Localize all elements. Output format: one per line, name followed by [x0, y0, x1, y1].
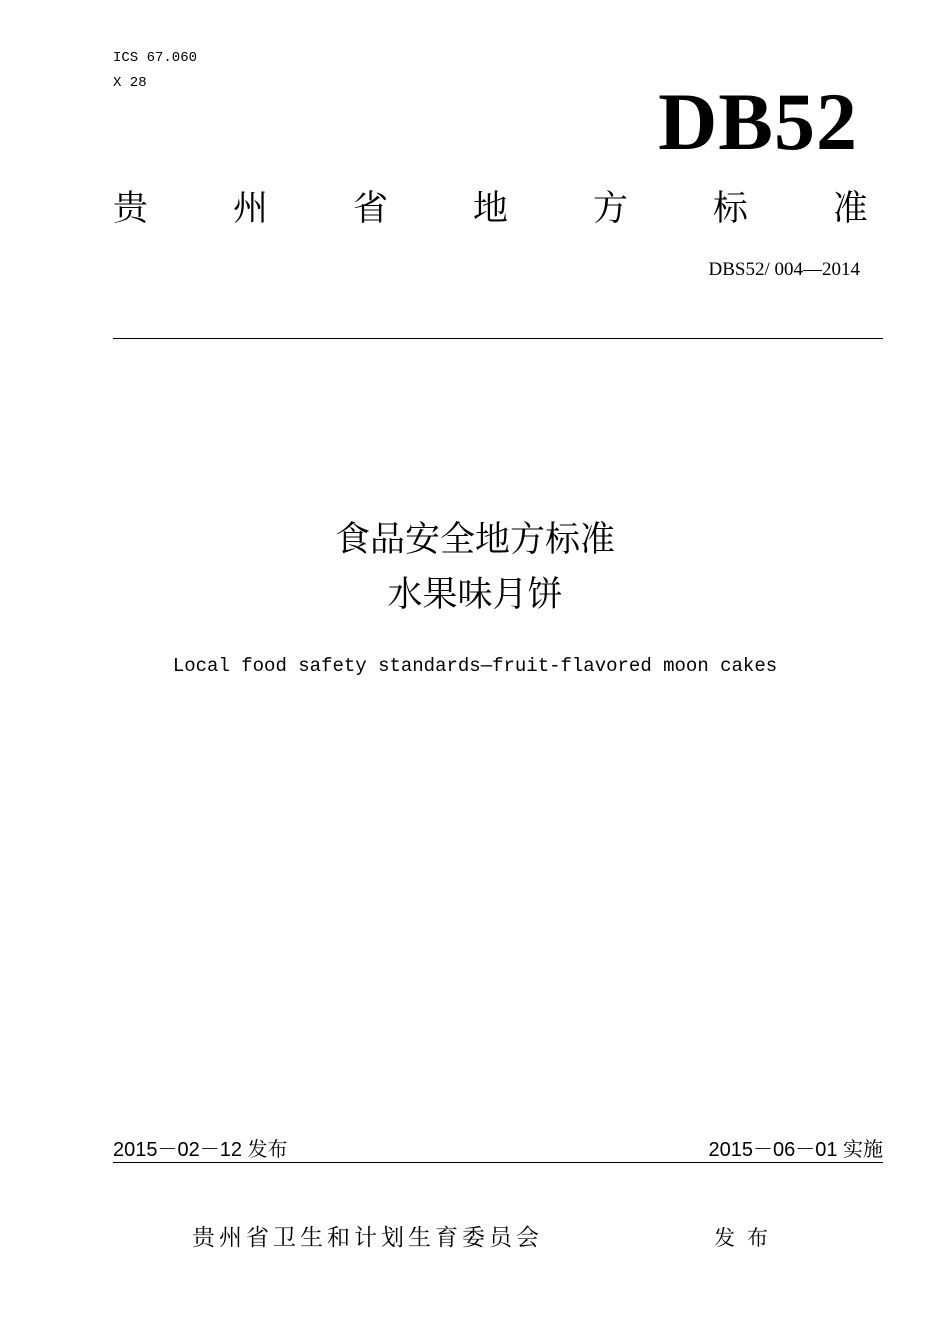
top-divider — [113, 338, 883, 339]
standard-type-char: 标 — [712, 189, 748, 229]
issue-label: 发布 — [714, 1226, 780, 1250]
standard-type-char: 准 — [832, 189, 868, 229]
issuing-authority: 贵州省卫生和计划生育委员会 — [192, 1225, 543, 1251]
standard-number: DBS52/ 004—2014 — [708, 259, 860, 280]
standard-type-char: 州 — [232, 189, 268, 229]
standard-type-heading — [113, 184, 868, 234]
title-english: Local food safety standards—fruit-flavored moon cakes — [172, 655, 778, 677]
standard-type-char: 地 — [472, 189, 508, 229]
title-chinese-line-1: 食品安全地方标准 — [334, 520, 615, 560]
bottom-divider — [113, 1162, 883, 1163]
ccs-code: X 28 — [113, 75, 147, 91]
standard-type-char: 省 — [352, 189, 388, 229]
standard-type-char: 贵 — [113, 189, 149, 229]
standard-code-mark: DB52 — [658, 76, 858, 167]
ics-code: ICS 67.060 — [113, 50, 198, 66]
standard-type-char: 方 — [592, 189, 628, 229]
title-chinese-line-2: 水果味月饼 — [387, 575, 563, 615]
issue-date: 2015－02－12 发布 — [113, 1139, 288, 1161]
implementation-date: 2015－06－01 实施 — [708, 1139, 883, 1161]
